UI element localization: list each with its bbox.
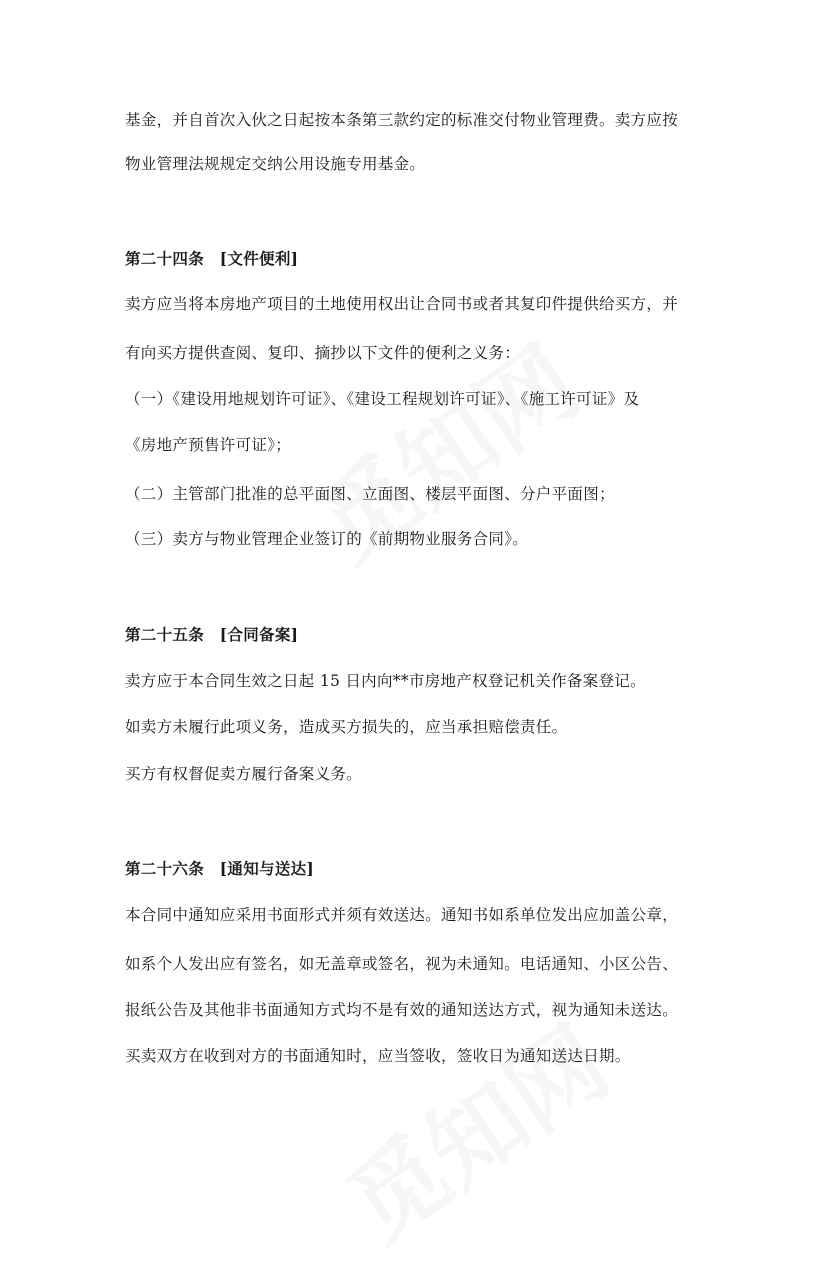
paragraph-line: 买卖双方在收到对方的书面通知时，应当签收，签收日为通知送达日期。	[125, 1047, 631, 1065]
paragraph-line: 如系个人发出应有签名，如无盖章或签名，视为未通知。电话通知、小区公告、	[125, 955, 679, 973]
paragraph-line: 有向买方提供查阅、复印、摘抄以下文件的便利之义务：	[125, 344, 521, 362]
paragraph-line: 基金，并自首次入伙之日起按本条第三款约定的标准交付物业管理费。卖方应按	[125, 111, 679, 129]
paragraph-line: 如卖方未履行此项义务，造成买方损失的，应当承担赔偿责任。	[125, 718, 568, 736]
paragraph-line: 卖方应当将本房地产项目的土地使用权出让合同书或者其复印件提供给买方，并	[125, 295, 679, 313]
article-heading: 第二十四条 [文件便利]	[125, 249, 299, 268]
article-heading: 第二十五条 [合同备案]	[125, 625, 299, 644]
paragraph-line: （三）卖方与物业管理企业签订的《前期物业服务合同》。	[125, 530, 529, 548]
paragraph-line: （一）《建设用地规划许可证》、《建设工程规划许可证》、《施工许可证》及	[125, 390, 640, 408]
paragraph-line: （二）主管部门批准的总平面图、立面图、楼层平面图、分户平面图；	[125, 485, 615, 503]
watermark	[317, 990, 631, 1267]
article-heading: 第二十六条 [通知与送达]	[125, 859, 315, 878]
paragraph-line: 《房地产预售许可证》；	[125, 436, 292, 454]
paragraph-line: 卖方应于本合同生效之日起 15 日内向**市房地产权登记机关作备案登记。	[125, 672, 646, 690]
paragraph-line: 物业管理法规规定交纳公用设施专用基金。	[125, 155, 426, 173]
paragraph-line: 本合同中通知应采用书面形式并须有效送达。通知书如系单位发出应加盖公章，	[125, 906, 679, 924]
paragraph-line: 买方有权督促卖方履行备案义务。	[125, 765, 363, 783]
paragraph-line: 报纸公告及其他非书面通知方式均不是有效的通知送达方式，视为通知未送达。	[125, 1001, 679, 1019]
